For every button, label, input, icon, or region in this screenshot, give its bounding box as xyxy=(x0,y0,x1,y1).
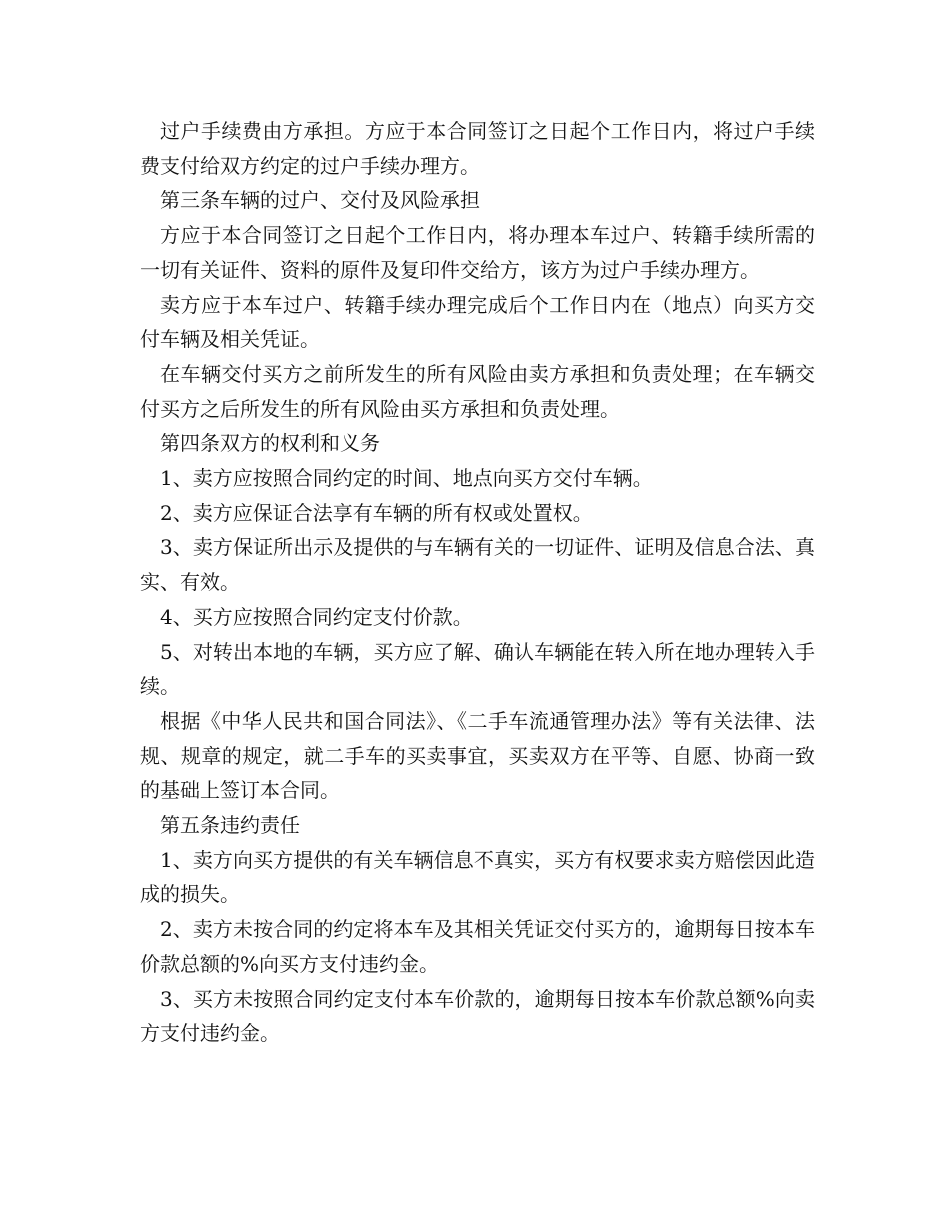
heading-article-4: 第四条双方的权利和义务 xyxy=(160,431,380,456)
paragraph-legal-basis: 根据《中华人民共和国合同法》、《二手车流通管理办法》等有关法律、法规、规章的规定，就二手车的买卖事宜，买卖双方在平等、自愿、协商一致的基础上签订本合同。 xyxy=(140,708,815,803)
list-item-obligation-1: 1、卖方应按照合同约定的时间、地点向买方交付车辆。 xyxy=(160,466,653,491)
heading-article-5: 第五条违约责任 xyxy=(160,813,300,838)
list-item-obligation-5: 5、对转出本地的车辆，买方应了解、确认车辆能在转入所在地办理转入手续。 xyxy=(140,639,815,699)
list-item-liability-1: 1、卖方向买方提供的有关车辆信息不真实，买方有权要求卖方赔偿因此造成的损失。 xyxy=(140,847,815,907)
heading-article-3: 第三条车辆的过户、交付及风险承担 xyxy=(160,188,480,213)
list-item-obligation-2: 2、卖方应保证合法享有车辆的所有权或处置权。 xyxy=(160,500,593,525)
list-item-liability-2: 2、卖方未按合同的约定将本车及其相关凭证交付买方的，逾期每日按本车价款总额的%向买方支付违约金。 xyxy=(140,917,815,976)
paragraph-transfer-fee: 过户手续费由方承担。方应于本合同签订之日起个工作日内，将过户手续费支付给双方约定的过户手续办理方。 xyxy=(140,119,815,178)
paragraph-transfer-documents: 方应于本合同签订之日起个工作日内，将办理本车过户、转籍手续所需的一切有关证件、资料的原件及复印件交给方，该方为过户手续办理方。 xyxy=(140,223,815,282)
list-item-obligation-3: 3、卖方保证所出示及提供的与车辆有关的一切证件、证明及信息合法、真实、有效。 xyxy=(140,535,815,595)
document-body xyxy=(140,114,815,1051)
list-item-obligation-4: 4、买方应按照合同约定支付价款。 xyxy=(160,604,473,629)
paragraph-vehicle-delivery: 卖方应于本车过户、转籍手续办理完成后个工作日内在（地点）向买方交付车辆及相关凭证。 xyxy=(140,292,815,352)
paragraph-risk-allocation: 在车辆交付买方之前所发生的所有风险由卖方承担和负责处理；在车辆交付买方之后所发生的所有风险由买方承担和负责处理。 xyxy=(140,361,815,421)
list-item-liability-3: 3、买方未按照合同约定支付本车价款的，逾期每日按本车价款总额%向卖方支付违约金。 xyxy=(140,986,815,1046)
